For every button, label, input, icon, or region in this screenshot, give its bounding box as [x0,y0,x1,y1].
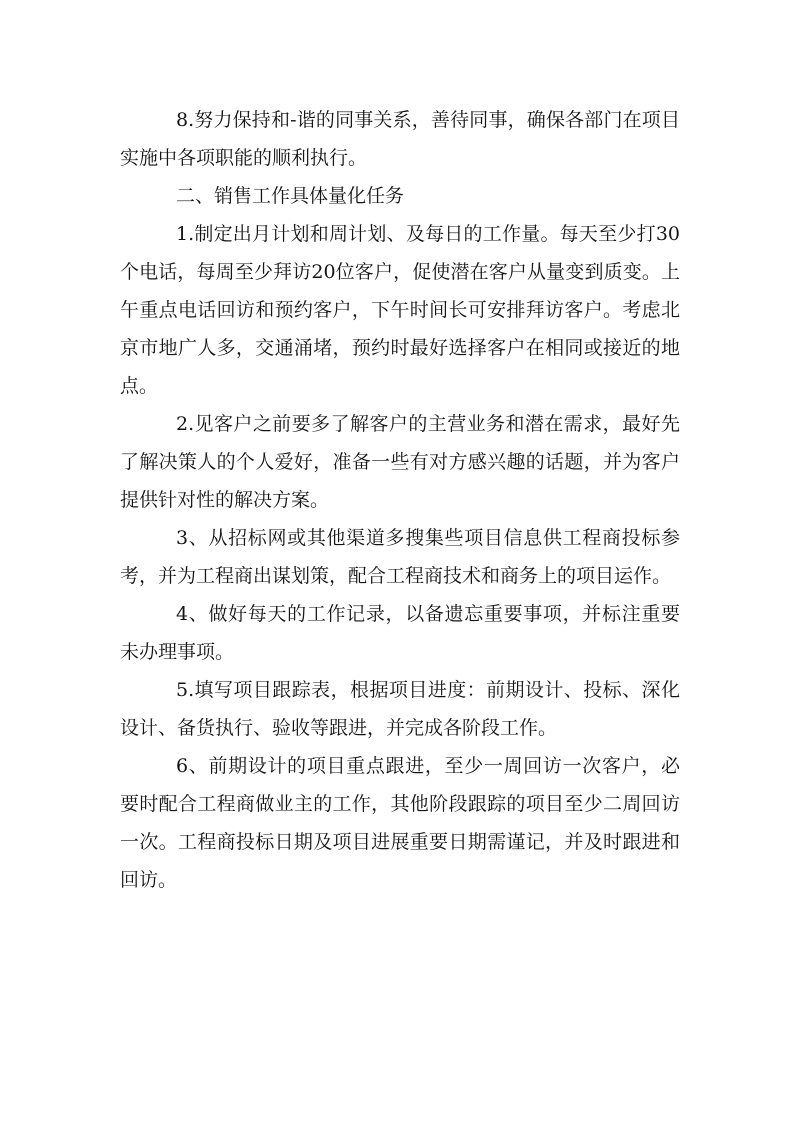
section-heading-quantified-tasks: 二、销售工作具体量化任务 [176,185,405,207]
paragraph-monthly-plan: 1.制定出月计划和周计划、及每日的工作量。每天至少打30个电话，每周至少拜访20位客户，促使潜在客户从量变到质变。上午重点电话回访和预约客户，下午时间长可安排拜访客户。考虑北京市地广人多，交通涌堵，预约时最好选择客户在相同或接近的地点。 [120,223,680,397]
paragraph-colleague-relations: 8.努力保持和-谐的同事关系，善待同事，确保各部门在项目实施中各项职能的顺利执行。 [120,109,680,169]
paragraph-client-research: 2.见客户之前要多了解客户的主营业务和潜在需求，最好先了解决策人的个人爱好，准备一些有对方感兴趣的话题，并为客户提供针对性的解决方案。 [120,413,680,511]
paragraph-tender-info: 3、从招标网或其他渠道多搜集些项目信息供工程商投标参考，并为工程商出谋划策，配合工程商技术和商务上的项目运作。 [120,527,680,587]
paragraph-follow-up: 6、前期设计的项目重点跟进，至少一周回访一次客户，必要时配合工程商做业主的工作，其他阶段跟踪的项目至少二周回访一次。工程商投标日期及项目进展重要日期需谨记，并及时跟进和回访。 [120,755,680,891]
paragraph-project-tracking: 5.填写项目跟踪表，根据项目进度：前期设计、投标、深化设计、备货执行、验收等跟进，并完成各阶段工作。 [120,679,680,739]
document-body [120,101,680,899]
paragraph-work-log: 4、做好每天的工作记录，以备遗忘重要事项，并标注重要未办理事项。 [120,603,680,663]
